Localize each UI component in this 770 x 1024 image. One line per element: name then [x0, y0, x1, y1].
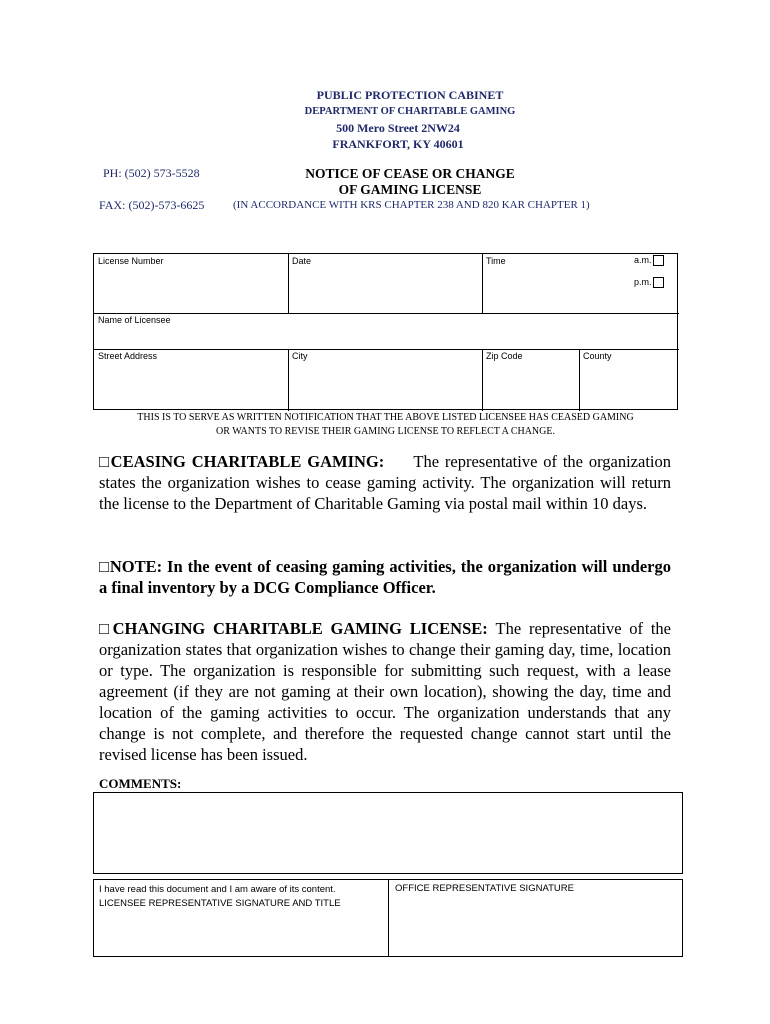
notification-line-1: THIS IS TO SERVE AS WRITTEN NOTIFICATION THAT THE ABOVE LISTED LICENSEE HAS CEASED GAMING: [137, 412, 634, 423]
am-option[interactable]: [634, 254, 679, 268]
county-label: County: [583, 351, 612, 361]
phone-number: PH: (502) 573-5528: [103, 166, 200, 180]
notification-statement: [93, 411, 678, 439]
col-divider: [388, 880, 389, 956]
licensee-name-field[interactable]: [94, 313, 679, 349]
date-field[interactable]: [288, 254, 482, 313]
time-label: Time: [486, 256, 506, 266]
changing-text: The representative of the organization states that organization wishes to change their gaming day, time, location or type. The organization is responsible for submitting such request, with a lease agreement (if they are not gaming at their own location), showing the day, time and location of the gaming activities to occur. The organization understands that any change is not complete, and therefore the requested change cannot start until the revised license has been issued.: [99, 619, 672, 764]
license-number-field[interactable]: [94, 254, 288, 313]
address-line-1: 500 Mero Street 2NW24: [336, 121, 460, 135]
office-signature-label: OFFICE REPRESENTATIVE SIGNATURE: [395, 883, 574, 894]
ceasing-section: [99, 451, 671, 514]
fax-number: FAX: (502)-573-6625: [99, 198, 205, 212]
am-label: a.m.: [634, 255, 652, 265]
licensee-signature-label: LICENSEE REPRESENTATIVE SIGNATURE AND TITLE: [99, 898, 341, 909]
licensee-signature-field[interactable]: [99, 883, 384, 955]
notification-line-2: OR WANTS TO REVISE THEIR GAMING LICENSE TO REFLECT A CHANGE.: [215, 426, 555, 437]
zip-code-field[interactable]: [482, 349, 579, 411]
changing-heading[interactable]: □CHANGING CHARITABLE GAMING LICENSE:: [99, 619, 488, 638]
changing-section: [99, 618, 671, 765]
comments-input-box[interactable]: [93, 792, 683, 874]
form-title-line-2: OF GAMING LICENSE: [338, 182, 482, 197]
comments-label: COMMENTS:: [99, 776, 182, 791]
office-signature-field[interactable]: [395, 883, 680, 955]
date-label: Date: [292, 256, 312, 266]
department-name: DEPARTMENT OF CHARITABLE GAMING: [304, 106, 516, 117]
licensee-info-table: [93, 253, 678, 410]
address-line-2: FRANKFORT, KY 40601: [332, 137, 464, 151]
am-checkbox[interactable]: [653, 255, 664, 266]
form-title-line-1: NOTICE OF CEASE OR CHANGE: [305, 166, 515, 181]
ceasing-heading[interactable]: □CEASING CHARITABLE GAMING:: [99, 452, 385, 471]
street-address-field[interactable]: [94, 349, 288, 411]
licensee-name-label: Name of Licensee: [98, 315, 171, 325]
agency-name: PUBLIC PROTECTION CABINET: [316, 88, 504, 102]
pm-label: p.m.: [634, 277, 652, 287]
pm-checkbox[interactable]: [653, 277, 664, 288]
county-field[interactable]: [579, 349, 679, 411]
note-text: □NOTE: In the event of ceasing gaming activities, the organization will undergo a final inventory by a DCG Compliance Officer.: [99, 557, 671, 597]
signature-table: [93, 879, 683, 957]
acknowledgement-text: I have read this document and I am aware of its content.: [99, 884, 336, 895]
form-subtitle: (IN ACCORDANCE WITH KRS CHAPTER 238 AND 820 KAR CHAPTER 1): [233, 199, 590, 211]
street-address-label: Street Address: [98, 351, 158, 361]
ceasing-text: The representative of the organization states the organization wishes to cease gaming activity. The organization will return the license to the Department of Charitable Gaming via postal mail within 10 days.: [99, 452, 671, 513]
pm-option[interactable]: [634, 276, 679, 290]
city-field[interactable]: [288, 349, 482, 411]
city-label: City: [292, 351, 308, 361]
license-number-label: License Number: [98, 256, 164, 266]
note-section[interactable]: [99, 556, 671, 598]
zip-code-label: Zip Code: [486, 351, 523, 361]
